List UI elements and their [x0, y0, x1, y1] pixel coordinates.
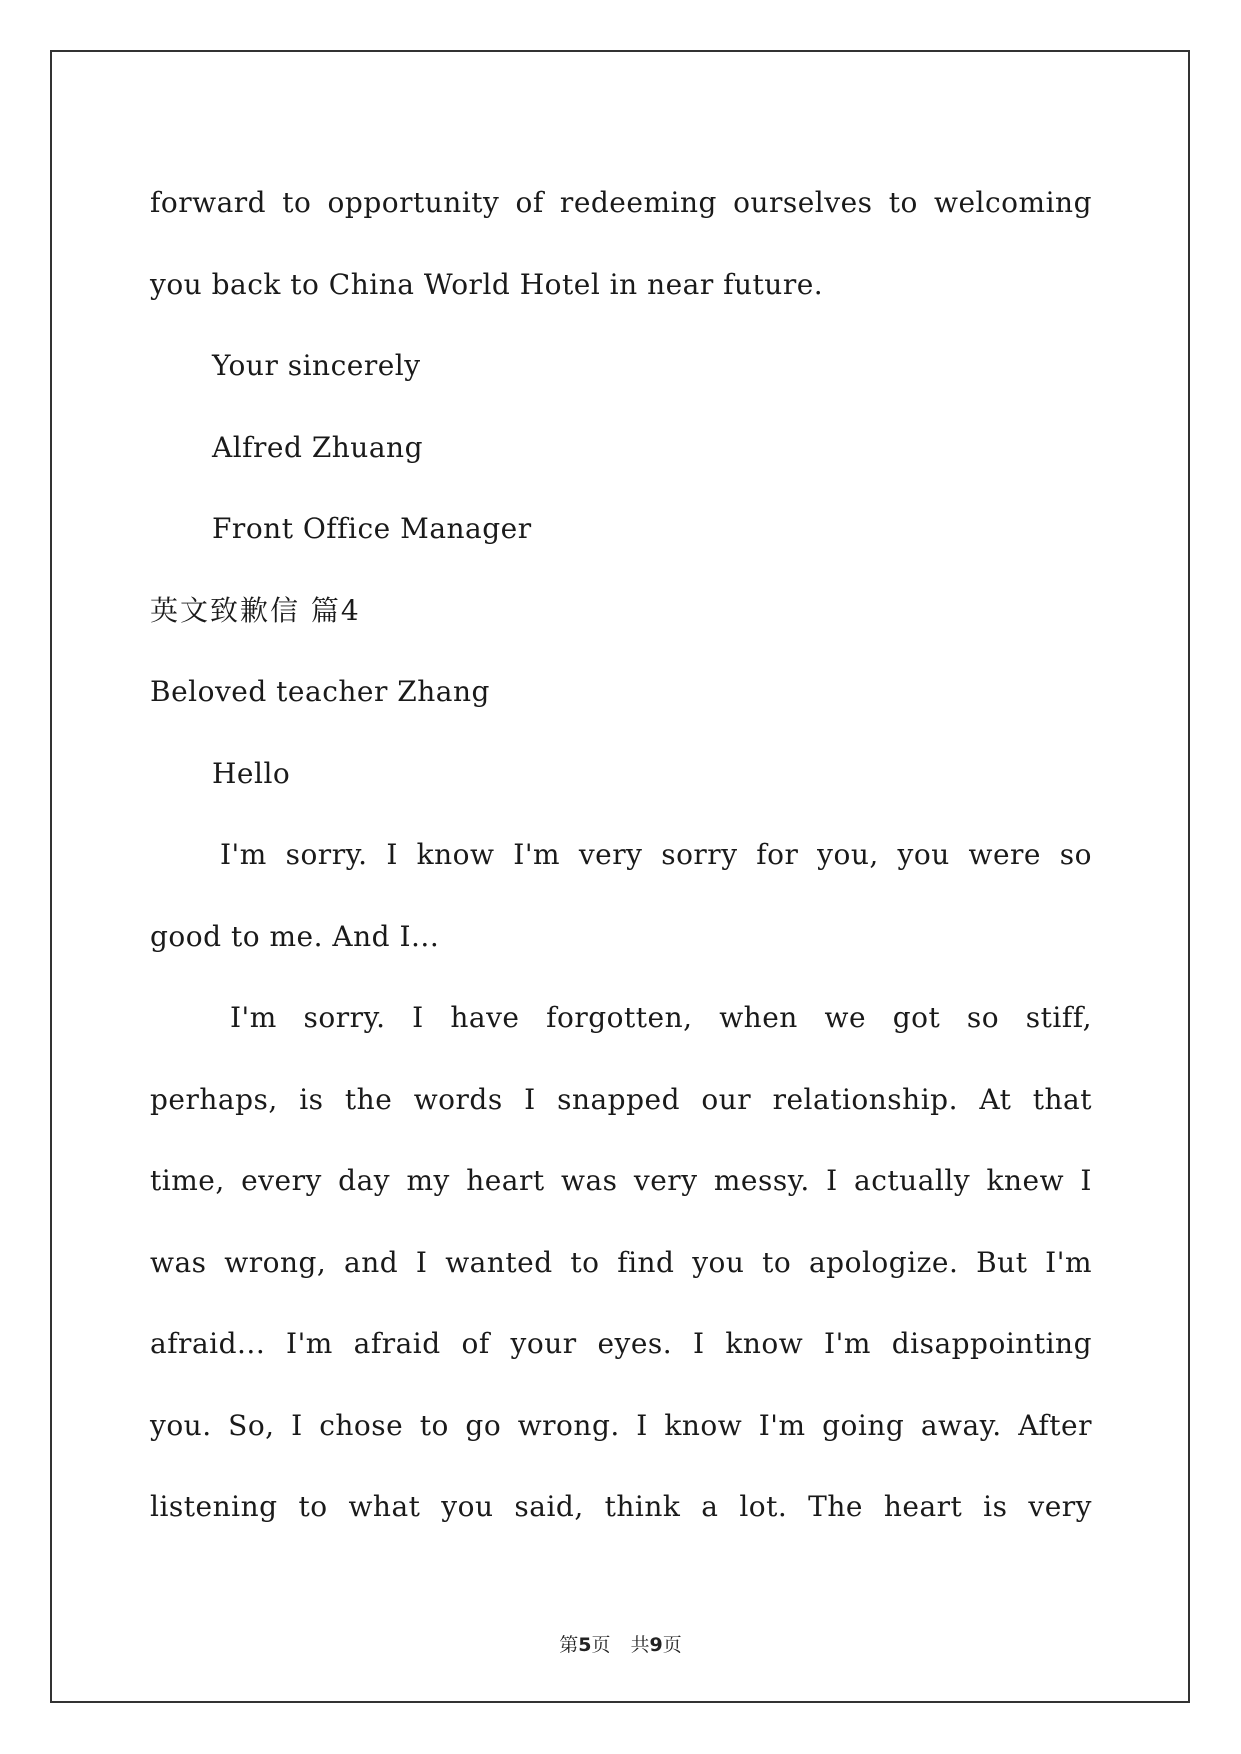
text-line: you back to China World Hotel in near future. — [150, 267, 824, 301]
text-line: listening to what you said, think a lot. The heart is very — [150, 1490, 1092, 1523]
letter-greeting: Beloved teacher Zhang — [150, 675, 490, 708]
text-line: forward to opportunity of redeeming ourselves to welcoming — [150, 186, 1092, 219]
text-line: afraid... I'm afraid of your eyes. I know I'm disappointing — [150, 1327, 1092, 1360]
current-page-number: 5 — [578, 1634, 592, 1656]
footer-prefix: 第 — [559, 1634, 579, 1656]
text-line: time, every day my heart was very messy. I actually knew I — [150, 1164, 1092, 1197]
letter-hello: Hello — [212, 756, 291, 790]
signature-name: Alfred Zhuang — [212, 430, 423, 464]
closing-salutation: Your sincerely — [212, 349, 421, 382]
text-line: I'm sorry. I have forgotten, when we got so stiff, — [230, 1001, 1092, 1034]
footer-page-suffix: 页 — [591, 1634, 611, 1656]
page-footer — [0, 1630, 1241, 1657]
total-page-number: 9 — [649, 1634, 663, 1656]
text-line: I'm sorry. I know I'm very sorry for you, you were so — [220, 838, 1092, 871]
text-line: good to me. And I... — [150, 919, 440, 953]
footer-total-suffix: 页 — [662, 1634, 682, 1656]
document-body — [150, 162, 1092, 1548]
text-line: was wrong, and I wanted to find you to apologize. But I'm — [150, 1245, 1092, 1279]
footer-total-prefix: 共 — [630, 1634, 650, 1656]
text-line: perhaps, is the words I snapped our relationship. At that — [150, 1082, 1092, 1116]
signature-title: Front Office Manager — [212, 512, 532, 545]
text-line: you. So, I chose to go wrong. I know I'm going away. After — [150, 1408, 1092, 1442]
section-heading: 英文致歉信 篇4 — [150, 593, 361, 627]
